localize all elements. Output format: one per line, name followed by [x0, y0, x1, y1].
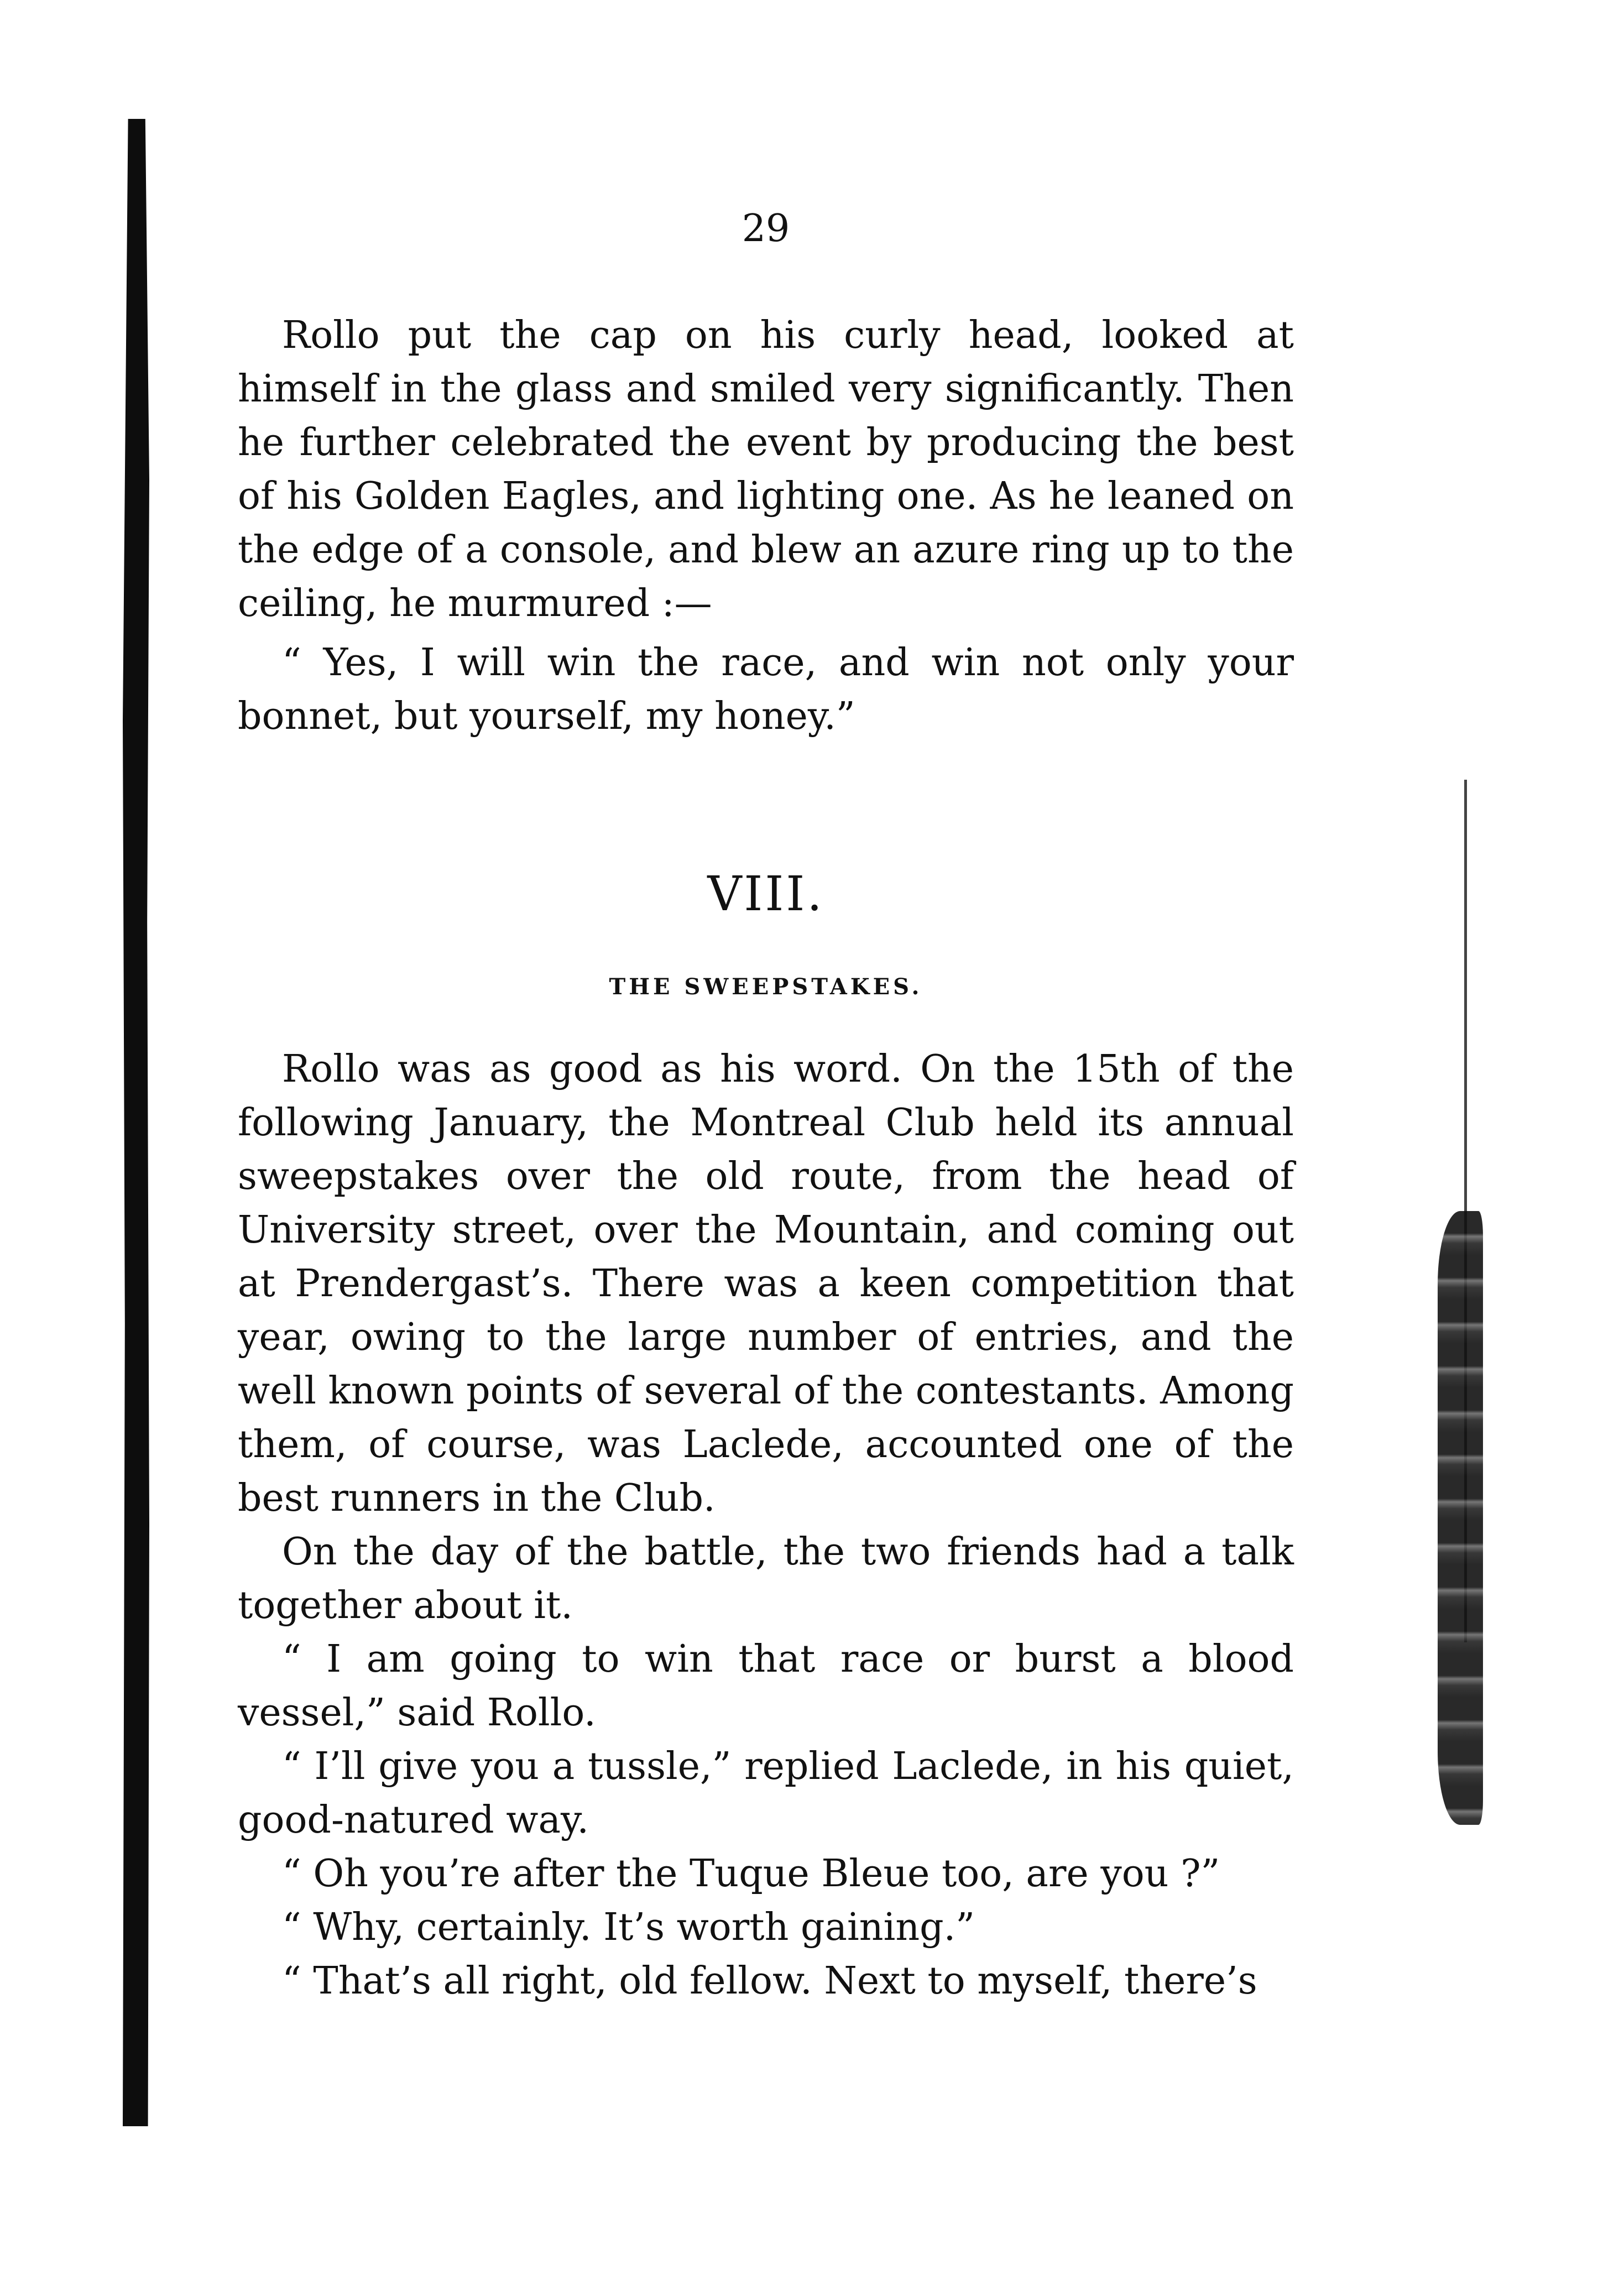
paragraph: “ That’s all right, old fellow. Next to myself, there’s — [282, 1959, 1257, 2003]
paragraph: “ I am going to win that race or burst a blood vessel,” said Rollo. — [238, 1637, 1294, 1735]
book-page — [238, 207, 1294, 2008]
paragraph: Rollo put the cap on his curly head, looked at himself in the glass and smiled very significantly. Then he further celebrated the event by producing the best of his Golden Eagles, and lighting one. As he leaned on the edge of a console, and blew an azure ring up to the ceiling, he murmured :— — [238, 314, 1294, 625]
scan-bleed-through — [1438, 1211, 1483, 1825]
chapter-title: THE SWEEPSTAKES. — [609, 974, 923, 1000]
scan-binding-shadow — [123, 119, 149, 2126]
paragraph: “ Yes, I will win the race, and win not only your bonnet, but yourself, my honey.” — [238, 641, 1294, 738]
paragraph: “ Why, certainly. It’s worth gaining.” — [282, 1906, 975, 1949]
paragraph: Rollo was as good as his word. On the 15th of the following January, the Montreal Club held its annual sweepstakes over the old route, from the head of University street, over the Mountain, and coming out at Prendergast’s. There was a keen competition that year, owing to the large number of entries, and the well known points of several of the contestants. Among them, of course, was Laclede, accounted one of the best runners in the Club. — [238, 1047, 1294, 1520]
paragraph: “ I’ll give you a tussle,” replied Laclede, in his quiet, good-natured way. — [238, 1745, 1294, 1842]
page-number: 29 — [741, 207, 790, 251]
chapter-numeral: VIII. — [707, 867, 824, 922]
paragraph: On the day of the battle, the two friends had a talk together about it. — [238, 1530, 1294, 1627]
paragraph: “ Oh you’re after the Tuque Bleue too, are you ?” — [282, 1852, 1220, 1896]
